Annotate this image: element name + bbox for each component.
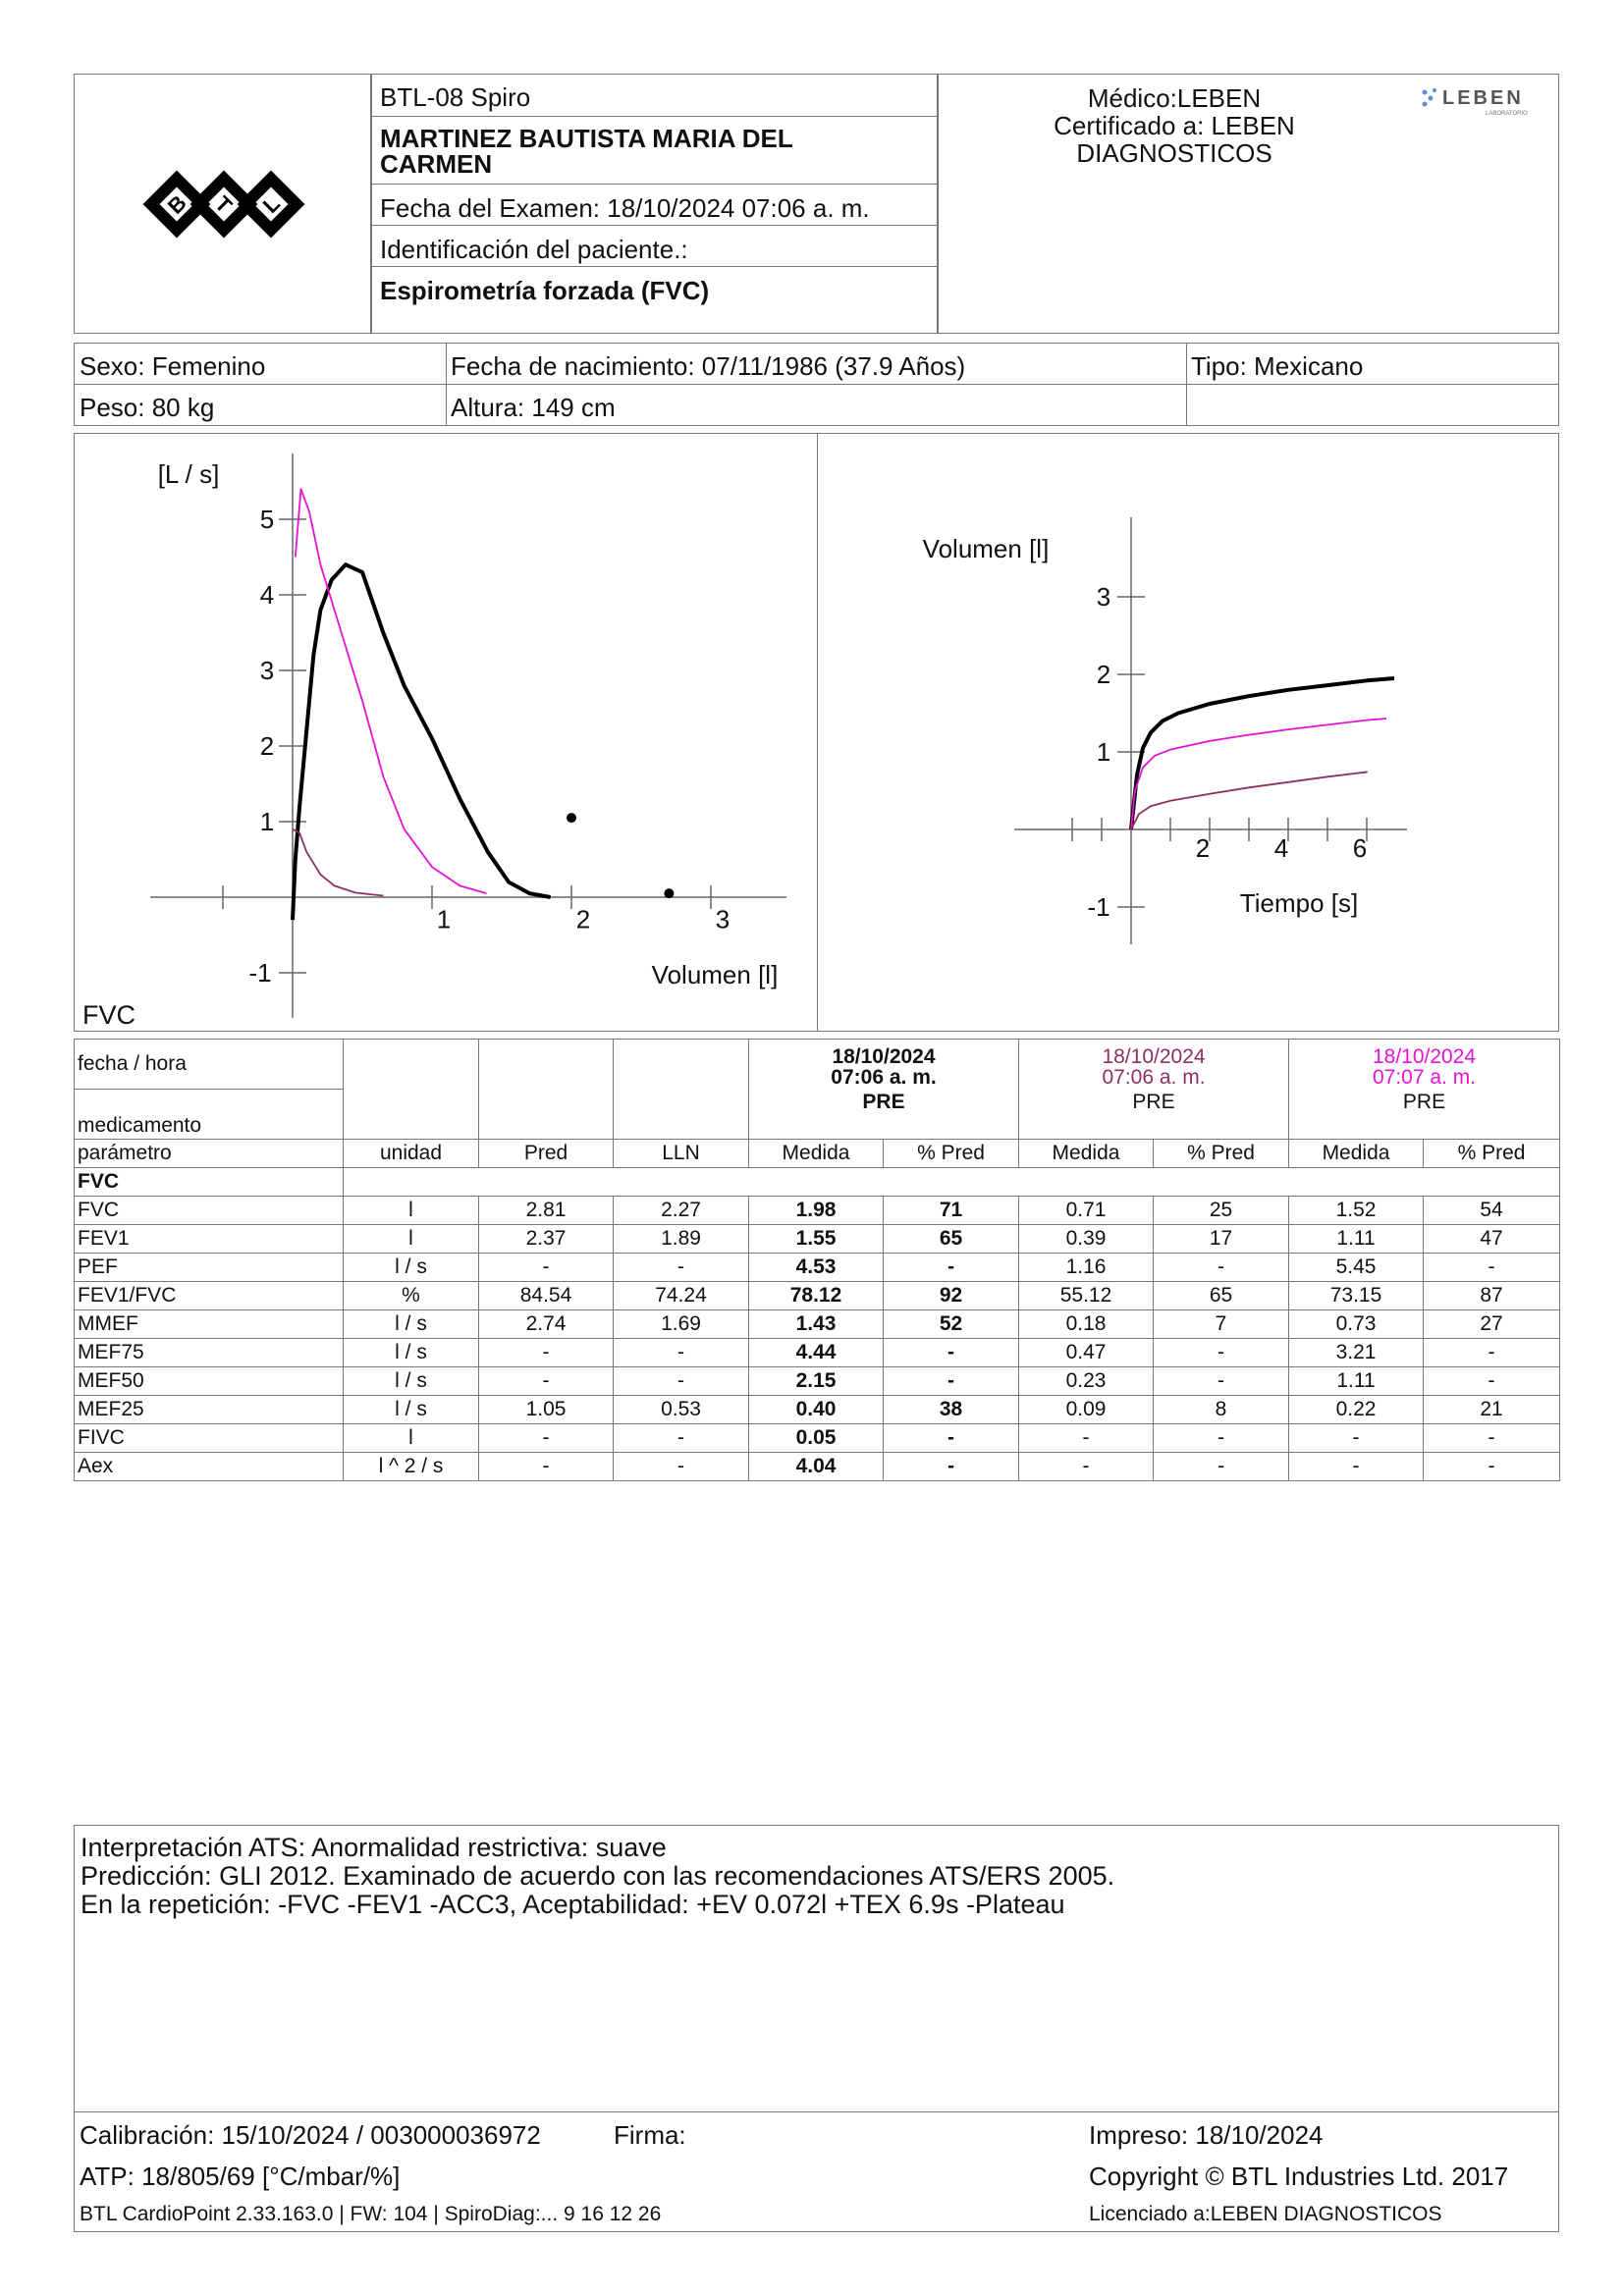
x-tick-label: 6 <box>1352 833 1368 863</box>
table-cell: - <box>1424 1367 1560 1396</box>
table-cell: 4.53 <box>749 1254 884 1282</box>
table-cell: - <box>479 1367 614 1396</box>
y-tick-label: 2 <box>1096 660 1111 689</box>
weight: Peso: 80 kg <box>80 393 215 422</box>
brand-logo-cell <box>74 74 371 334</box>
column-header: parámetro <box>75 1140 344 1168</box>
group-row <box>75 1168 1560 1197</box>
calibration: Calibración: 15/10/2024 / 003000036972 <box>80 2120 541 2150</box>
table-cell: 0.09 <box>1019 1396 1154 1424</box>
table-row <box>75 1282 1560 1310</box>
table-cell: 71 <box>884 1197 1019 1225</box>
table-cell: - <box>1154 1424 1289 1453</box>
table-cell: - <box>1154 1254 1289 1282</box>
certified-to-2: DIAGNOSTICOS <box>1076 138 1272 168</box>
y-tick-label: 1 <box>1096 737 1111 767</box>
table-cell: - <box>884 1424 1019 1453</box>
table-cell: - <box>614 1453 749 1481</box>
session-1-header: 18/10/2024 07:06 a. m. PRE <box>749 1040 1019 1140</box>
table-cell: 4.04 <box>749 1453 884 1481</box>
birth-date: Fecha de nacimiento: 07/11/1986 (37.9 Años) <box>451 351 966 381</box>
column-header: Medida <box>1019 1140 1154 1168</box>
btl-logo <box>75 75 372 335</box>
table-cell: 1.11 <box>1289 1367 1424 1396</box>
table-cell: l <box>344 1225 479 1254</box>
atp: ATP: 18/805/69 [°C/mbar/%] <box>80 2162 401 2191</box>
table-cell: 2.15 <box>749 1367 884 1396</box>
table-cell: l / s <box>344 1367 479 1396</box>
table-cell: 1.52 <box>1289 1197 1424 1225</box>
table-cell: l / s <box>344 1254 479 1282</box>
x-tick-label: 2 <box>575 904 591 934</box>
table-cell: 38 <box>884 1396 1019 1424</box>
table-cell: l <box>344 1424 479 1453</box>
table-cell: - <box>614 1424 749 1453</box>
table-cell: - <box>479 1453 614 1481</box>
certified-to: Certificado a: LEBEN <box>1054 111 1295 140</box>
table-cell: 0.18 <box>1019 1310 1154 1339</box>
x-axis-label: Volumen [l] <box>651 960 779 989</box>
table-cell: 4.44 <box>749 1339 884 1367</box>
table-cell: - <box>614 1367 749 1396</box>
patient-info <box>74 343 1559 426</box>
table-cell: 0.47 <box>1019 1339 1154 1367</box>
lab-logo-sub: LABORATORIO <box>1486 111 1528 117</box>
table-cell: l / s <box>344 1396 479 1424</box>
patient-id: Identificación del paciente.: <box>380 235 688 264</box>
table-cell: 1.55 <box>749 1225 884 1254</box>
table-cell: - <box>1019 1453 1154 1481</box>
series-1-line <box>293 564 551 920</box>
table-cell: 0.22 <box>1289 1396 1424 1424</box>
y-tick-label: 1 <box>259 807 275 836</box>
column-header: % Pred <box>884 1140 1019 1168</box>
table-cell: - <box>1424 1424 1560 1453</box>
table-cell: 73.15 <box>1289 1282 1424 1310</box>
software-version: BTL CardioPoint 2.33.163.0 | FW: 104 | SpiroDiag:... 9 16 12 26 <box>80 2203 662 2225</box>
table-cell: 0.23 <box>1019 1367 1154 1396</box>
licensed-to: Licenciado a:LEBEN DIAGNOSTICOS <box>1089 2203 1442 2225</box>
chart-label: FVC <box>82 1000 135 1030</box>
table-cell: - <box>1424 1453 1560 1481</box>
table-cell: - <box>884 1453 1019 1481</box>
param-name: FEV1 <box>75 1225 344 1254</box>
x-tick-label: 4 <box>1273 833 1289 863</box>
results-table <box>74 1039 1560 1481</box>
table-cell: l <box>344 1197 479 1225</box>
table-cell: 7 <box>1154 1310 1289 1339</box>
table-cell: - <box>884 1339 1019 1367</box>
table-cell: - <box>614 1339 749 1367</box>
table-row <box>75 1367 1560 1396</box>
doctor-name: Médico:LEBEN <box>1087 83 1262 113</box>
table-cell: 1.16 <box>1019 1254 1154 1282</box>
patient-name: MARTINEZ BAUTISTA MARIA DEL CARMEN <box>380 124 793 179</box>
series-1-line <box>1131 678 1394 829</box>
table-cell: 0.73 <box>1289 1310 1424 1339</box>
param-name: FEV1/FVC <box>75 1282 344 1310</box>
table-cell: - <box>884 1254 1019 1282</box>
table-cell: 1.98 <box>749 1197 884 1225</box>
x-tick-label: 3 <box>715 904 730 934</box>
table-cell: 8 <box>1154 1396 1289 1424</box>
table-row <box>75 1396 1560 1424</box>
leben-logo <box>1415 80 1552 120</box>
table-cell: 52 <box>884 1310 1019 1339</box>
exam-header <box>371 74 938 334</box>
param-name: Aex <box>75 1453 344 1481</box>
y-tick-label: 5 <box>259 505 275 534</box>
column-header: Pred <box>479 1140 614 1168</box>
table-cell: 84.54 <box>479 1282 614 1310</box>
table-cell: l ^ 2 / s <box>344 1453 479 1481</box>
device-name: BTL-08 Spiro <box>380 82 531 112</box>
table-cell: 21 <box>1424 1396 1560 1424</box>
svg-text:L: L <box>257 190 285 218</box>
table-cell: 2.37 <box>479 1225 614 1254</box>
table-cell: - <box>479 1339 614 1367</box>
column-header: unidad <box>344 1140 479 1168</box>
copyright: Copyright © BTL Industries Ltd. 2017 <box>1089 2162 1509 2191</box>
table-cell: 0.40 <box>749 1396 884 1424</box>
y-tick-label: 2 <box>259 731 275 761</box>
table-row <box>75 1254 1560 1282</box>
table-row <box>75 1225 1560 1254</box>
column-header: Medida <box>1289 1140 1424 1168</box>
y-axis-label: Volumen [l] <box>922 534 1050 563</box>
column-header: % Pred <box>1154 1140 1289 1168</box>
table-cell: - <box>479 1424 614 1453</box>
table-cell: l / s <box>344 1339 479 1367</box>
table-cell: 17 <box>1154 1225 1289 1254</box>
table-cell: 0.71 <box>1019 1197 1154 1225</box>
y-axis-label: [L / s] <box>157 459 220 489</box>
interpretation-line-3: En la repetición: -FVC -FEV1 -ACC3, Aceptabilidad: +EV 0.072l +TEX 6.9s -Plateau <box>81 1890 1065 1919</box>
x-tick-label: 1 <box>436 904 452 934</box>
sex: Sexo: Femenino <box>80 351 266 381</box>
table-cell: - <box>614 1254 749 1282</box>
printed-date: Impreso: 18/10/2024 <box>1089 2120 1324 2150</box>
series-3-line <box>293 829 383 896</box>
param-name: MEF25 <box>75 1396 344 1424</box>
column-header: LLN <box>614 1140 749 1168</box>
y-tick-label: -1 <box>248 958 272 988</box>
table-row <box>75 1424 1560 1453</box>
table-cell: 1.11 <box>1289 1225 1424 1254</box>
table-cell: 1.69 <box>614 1310 749 1339</box>
param-name: MMEF <box>75 1310 344 1339</box>
param-name: FVC <box>75 1197 344 1225</box>
table-row <box>75 1339 1560 1367</box>
exam-date: Fecha del Examen: 18/10/2024 07:06 a. m. <box>380 193 870 223</box>
table-cell: 74.24 <box>614 1282 749 1310</box>
session-2-header: 18/10/2024 07:06 a. m. PRE <box>1019 1040 1289 1140</box>
y-tick-label: -1 <box>1087 892 1110 922</box>
signature-label: Firma: <box>614 2120 686 2150</box>
table-cell: - <box>1424 1254 1560 1282</box>
x-axis-label: Tiempo [s] <box>1239 888 1359 918</box>
table-cell: 27 <box>1424 1310 1560 1339</box>
y-tick-label: 4 <box>259 580 275 610</box>
doctor-info <box>938 74 1559 334</box>
test-type: Espirometría forzada (FVC) <box>380 276 710 305</box>
svg-text:B: B <box>162 189 191 219</box>
footer <box>74 2112 1559 2232</box>
table-cell: 2.81 <box>479 1197 614 1225</box>
table-cell: 0.05 <box>749 1424 884 1453</box>
param-name: MEF75 <box>75 1339 344 1367</box>
param-name: FIVC <box>75 1424 344 1453</box>
table-cell: 54 <box>1424 1197 1560 1225</box>
table-row <box>75 1197 1560 1225</box>
table-cell: 1.89 <box>614 1225 749 1254</box>
column-header: % Pred <box>1424 1140 1560 1168</box>
table-cell: 65 <box>1154 1282 1289 1310</box>
volume-time-chart <box>818 434 1559 1031</box>
height: Altura: 149 cm <box>451 393 616 422</box>
column-header: Medida <box>749 1140 884 1168</box>
fecha-label: fecha / hora <box>75 1040 344 1090</box>
charts-panel <box>74 433 1559 1032</box>
x-tick-label: 2 <box>1195 833 1211 863</box>
table-cell: 1.43 <box>749 1310 884 1339</box>
column-header-row <box>75 1140 1560 1168</box>
table-cell: 25 <box>1154 1197 1289 1225</box>
table-cell: 1.05 <box>479 1396 614 1424</box>
svg-text:T: T <box>210 190 238 218</box>
table-cell: - <box>884 1367 1019 1396</box>
patient-type: Tipo: Mexicano <box>1191 351 1364 381</box>
table-cell: 0.39 <box>1019 1225 1154 1254</box>
table-cell: % <box>344 1282 479 1310</box>
table-row <box>75 1310 1560 1339</box>
flow-volume-chart <box>75 434 817 1031</box>
table-cell: 3.21 <box>1289 1339 1424 1367</box>
table-cell: - <box>1154 1339 1289 1367</box>
y-tick-label: 3 <box>1096 582 1111 612</box>
table-cell: - <box>1019 1424 1154 1453</box>
medicamento-label: medicamento <box>75 1090 344 1140</box>
table-cell: - <box>1289 1453 1424 1481</box>
table-cell: - <box>1154 1453 1289 1481</box>
table-cell: - <box>1289 1424 1424 1453</box>
table-cell: 2.74 <box>479 1310 614 1339</box>
table-cell: l / s <box>344 1310 479 1339</box>
interpretation-line-1: Interpretación ATS: Anormalidad restrictiva: suave <box>81 1833 667 1862</box>
session-3-header: 18/10/2024 07:07 a. m. PRE <box>1289 1040 1560 1140</box>
interpretation-box <box>74 1825 1559 2112</box>
marker-point <box>664 888 674 898</box>
param-name: MEF50 <box>75 1367 344 1396</box>
table-cell: 5.45 <box>1289 1254 1424 1282</box>
table-cell: 0.53 <box>614 1396 749 1424</box>
interpretation-line-2: Predicción: GLI 2012. Examinado de acuerdo con las recomendaciones ATS/ERS 2005. <box>81 1861 1115 1891</box>
param-name: PEF <box>75 1254 344 1282</box>
y-tick-label: 3 <box>259 656 275 685</box>
session-header-row <box>75 1040 1560 1090</box>
table-cell: - <box>479 1254 614 1282</box>
table-cell: 92 <box>884 1282 1019 1310</box>
table-cell: - <box>1154 1367 1289 1396</box>
table-cell: 65 <box>884 1225 1019 1254</box>
table-cell: 47 <box>1424 1225 1560 1254</box>
table-cell: 87 <box>1424 1282 1560 1310</box>
table-cell: 78.12 <box>749 1282 884 1310</box>
table-cell: 55.12 <box>1019 1282 1154 1310</box>
table-cell: - <box>1424 1339 1560 1367</box>
marker-point <box>567 813 576 823</box>
table-cell: 2.27 <box>614 1197 749 1225</box>
group-label: FVC <box>75 1168 344 1197</box>
series-2-line <box>296 489 487 893</box>
lab-logo-text: LEBEN <box>1442 87 1524 109</box>
table-row <box>75 1453 1560 1481</box>
